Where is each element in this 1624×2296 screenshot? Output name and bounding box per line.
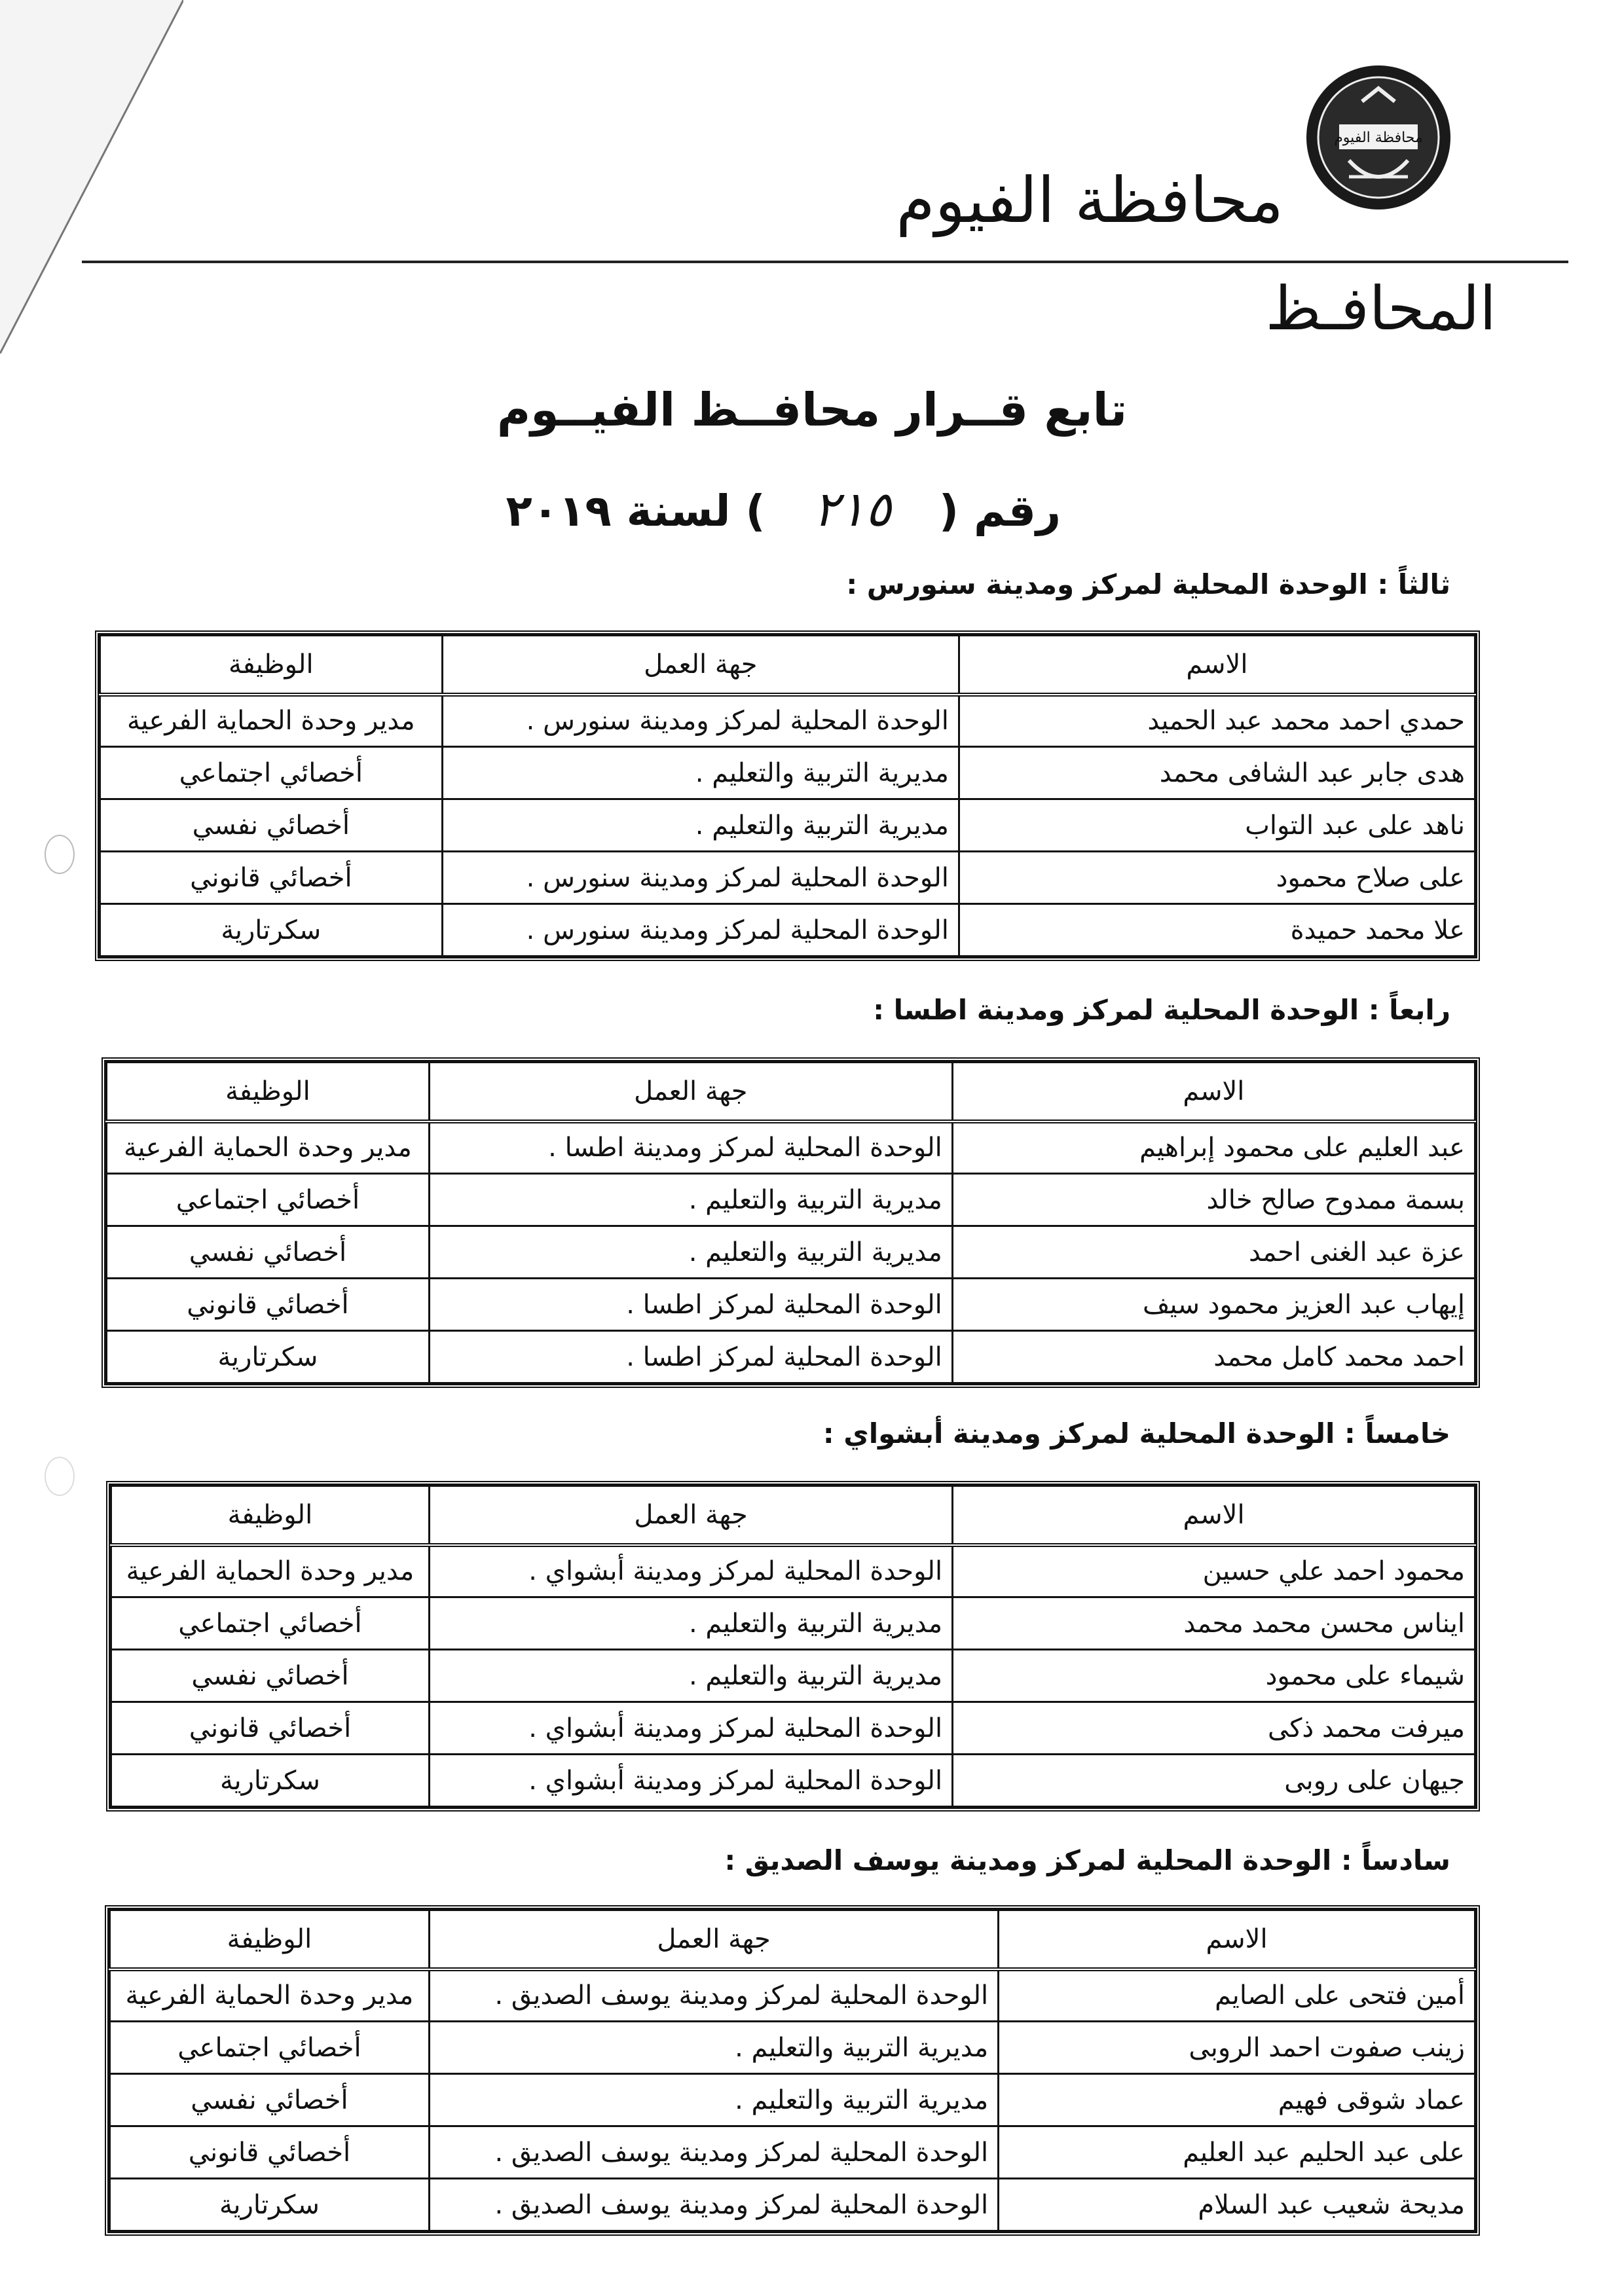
column-header-org: جهة العمل (429, 1063, 952, 1121)
member-name: على عبد الحليم عبد العليم (999, 2126, 1475, 2179)
members-table-sinnuris (95, 630, 1480, 961)
table-row (107, 1279, 1475, 1331)
table-row (110, 2179, 1475, 2231)
member-org: مديرية التربية والتعليم . (429, 2074, 998, 2126)
punch-hole-mark (45, 835, 75, 874)
table-row (107, 1331, 1475, 1383)
governorate-name: محافظة الفيوم (896, 164, 1283, 237)
member-name: بسمة ممدوح صالح خالد (952, 1174, 1475, 1226)
handwritten-decision-number: ٢١٥ (813, 481, 891, 538)
decision-title: تابع قــرار محافــظ الفيــوم (496, 383, 1128, 437)
table-row (107, 1121, 1475, 1174)
member-name: هدى جابر عبد الشافى محمد (959, 747, 1475, 799)
table-row (100, 747, 1475, 799)
member-job: مدير وحدة الحماية الفرعية (100, 695, 443, 747)
member-name: ناهد على عبد التواب (959, 799, 1475, 852)
table-row (110, 2126, 1475, 2179)
member-org: مديرية التربية والتعليم . (442, 799, 959, 852)
table-row (100, 695, 1475, 747)
member-org: الوحدة المحلية لمركز ومدينة أبشواي . (429, 1702, 952, 1755)
table-row (111, 1650, 1475, 1702)
table-row (100, 799, 1475, 852)
table-row (107, 1174, 1475, 1226)
section-heading-sinnuris: ثالثاً : الوحدة المحلية لمركز ومدينة سنورس : (846, 568, 1450, 600)
member-job: أخصائي قانوني (100, 852, 443, 904)
member-name: زينب صفوت احمد الروبى (999, 2022, 1475, 2074)
decision-number-prefix: رقم ( (938, 486, 1061, 536)
section-heading-youssef-el-seddik: سادساً : الوحدة المحلية لمركز ومدينة يوسف الصديق : (724, 1844, 1450, 1876)
member-name: احمد محمد كامل محمد (952, 1331, 1475, 1383)
member-name: محمود احمد علي حسين (953, 1545, 1475, 1597)
member-org: الوحدة المحلية لمركز ومدينة أبشواي . (429, 1755, 952, 1807)
table-row (111, 1597, 1475, 1650)
column-header-job: الوظيفة (110, 1910, 430, 1969)
member-job: سكرتارية (100, 904, 443, 957)
member-job: أخصائي اجتماعي (100, 747, 443, 799)
decision-number-line (506, 481, 1061, 538)
member-org: الوحدة المحلية لمركز ومدينة يوسف الصديق . (429, 2179, 998, 2231)
column-header-name: الاسم (959, 636, 1475, 695)
column-header-name: الاسم (999, 1910, 1475, 1969)
table-row (110, 2022, 1475, 2074)
member-name: شيماء على محمود (953, 1650, 1475, 1702)
member-name: ايناس محسن محمد محمد (953, 1597, 1475, 1650)
member-name: أمين فتحى على الصايم (999, 1969, 1475, 2022)
members-table-ibshaway (106, 1481, 1480, 1812)
members-table-itsa (101, 1057, 1480, 1388)
member-org: الوحدة المحلية لمركز ومدينة سنورس . (442, 904, 959, 957)
member-job: سكرتارية (107, 1331, 430, 1383)
folded-corner (0, 0, 183, 354)
table-row (100, 852, 1475, 904)
member-org: الوحدة المحلية لمركز اطسا . (429, 1279, 952, 1331)
member-job: أخصائي نفسي (100, 799, 443, 852)
member-name: إيهاب عبد العزيز محمود سيف (952, 1279, 1475, 1331)
member-job: أخصائي اجتماعي (111, 1597, 430, 1650)
member-job: مدير وحدة الحماية الفرعية (107, 1121, 430, 1174)
member-org: مديرية التربية والتعليم . (442, 747, 959, 799)
member-job: أخصائي قانوني (110, 2126, 430, 2179)
member-org: الوحدة المحلية لمركز ومدينة يوسف الصديق . (429, 1969, 998, 2022)
member-name: مديحة شعيب عبد السلام (999, 2179, 1475, 2231)
member-job: أخصائي نفسي (111, 1650, 430, 1702)
column-header-org: جهة العمل (429, 1910, 998, 1969)
office-title: المحافـظ (1265, 274, 1496, 344)
svg-text:محافظة الفيوم: محافظة الفيوم (1334, 130, 1423, 146)
column-header-job: الوظيفة (107, 1063, 430, 1121)
member-job: أخصائي نفسي (110, 2074, 430, 2126)
table-row (110, 1969, 1475, 2022)
member-name: عماد شوقى فهيم (999, 2074, 1475, 2126)
table-row (110, 2074, 1475, 2126)
member-job: سكرتارية (110, 2179, 430, 2231)
member-org: الوحدة المحلية لمركز ومدينة أبشواي . (429, 1545, 952, 1597)
member-job: مدير وحدة الحماية الفرعية (110, 1969, 430, 2022)
member-job: أخصائي قانوني (111, 1702, 430, 1755)
member-name: على صلاح محمود (959, 852, 1475, 904)
member-org: الوحدة المحلية لمركز ومدينة سنورس . (442, 695, 959, 747)
table-row (111, 1755, 1475, 1807)
member-name: ميرفت محمد ذكى (953, 1702, 1475, 1755)
section-heading-itsa: رابعاً : الوحدة المحلية لمركز ومدينة اطسا : (873, 994, 1450, 1026)
member-name: عزة عبد الغنى احمد (952, 1226, 1475, 1279)
member-name: جيهان على روبى (953, 1755, 1475, 1807)
member-name: حمدي احمد محمد عبد الحميد (959, 695, 1475, 747)
column-header-org: جهة العمل (442, 636, 959, 695)
members-table-youssef-el-seddik (105, 1905, 1480, 2236)
column-header-name: الاسم (952, 1063, 1475, 1121)
member-org: مديرية التربية والتعليم . (429, 1597, 952, 1650)
column-header-org: جهة العمل (429, 1486, 952, 1545)
table-row (107, 1226, 1475, 1279)
member-org: الوحدة المحلية لمركز ومدينة سنورس . (442, 852, 959, 904)
member-org: مديرية التربية والتعليم . (429, 1226, 952, 1279)
header-divider (82, 261, 1568, 263)
section-heading-ibshaway: خامساً : الوحدة المحلية لمركز ومدينة أبشواي : (822, 1417, 1450, 1449)
member-job: مدير وحدة الحماية الفرعية (111, 1545, 430, 1597)
member-org: الوحدة المحلية لمركز اطسا . (429, 1331, 952, 1383)
member-job: أخصائي نفسي (107, 1226, 430, 1279)
member-org: مديرية التربية والتعليم . (429, 1174, 952, 1226)
member-job: سكرتارية (111, 1755, 430, 1807)
member-job: أخصائي اجتماعي (107, 1174, 430, 1226)
punch-hole-mark (45, 1457, 75, 1496)
table-row (100, 904, 1475, 957)
member-name: عبد العليم على محمود إبراهيم (952, 1121, 1475, 1174)
member-org: مديرية التربية والتعليم . (429, 1650, 952, 1702)
member-job: أخصائي قانوني (107, 1279, 430, 1331)
member-job: أخصائي اجتماعي (110, 2022, 430, 2074)
decision-number-suffix: ) لسنة ٢٠١٩ (506, 486, 766, 536)
table-row (111, 1702, 1475, 1755)
member-org: الوحدة المحلية لمركز ومدينة يوسف الصديق . (429, 2126, 998, 2179)
column-header-job: الوظيفة (111, 1486, 430, 1545)
member-org: الوحدة المحلية لمركز ومدينة اطسا . (429, 1121, 952, 1174)
member-org: مديرية التربية والتعليم . (429, 2022, 998, 2074)
governorate-seal-logo (1303, 62, 1454, 213)
column-header-name: الاسم (953, 1486, 1475, 1545)
member-name: علا محمد حميدة (959, 904, 1475, 957)
table-row (111, 1545, 1475, 1597)
column-header-job: الوظيفة (100, 636, 443, 695)
